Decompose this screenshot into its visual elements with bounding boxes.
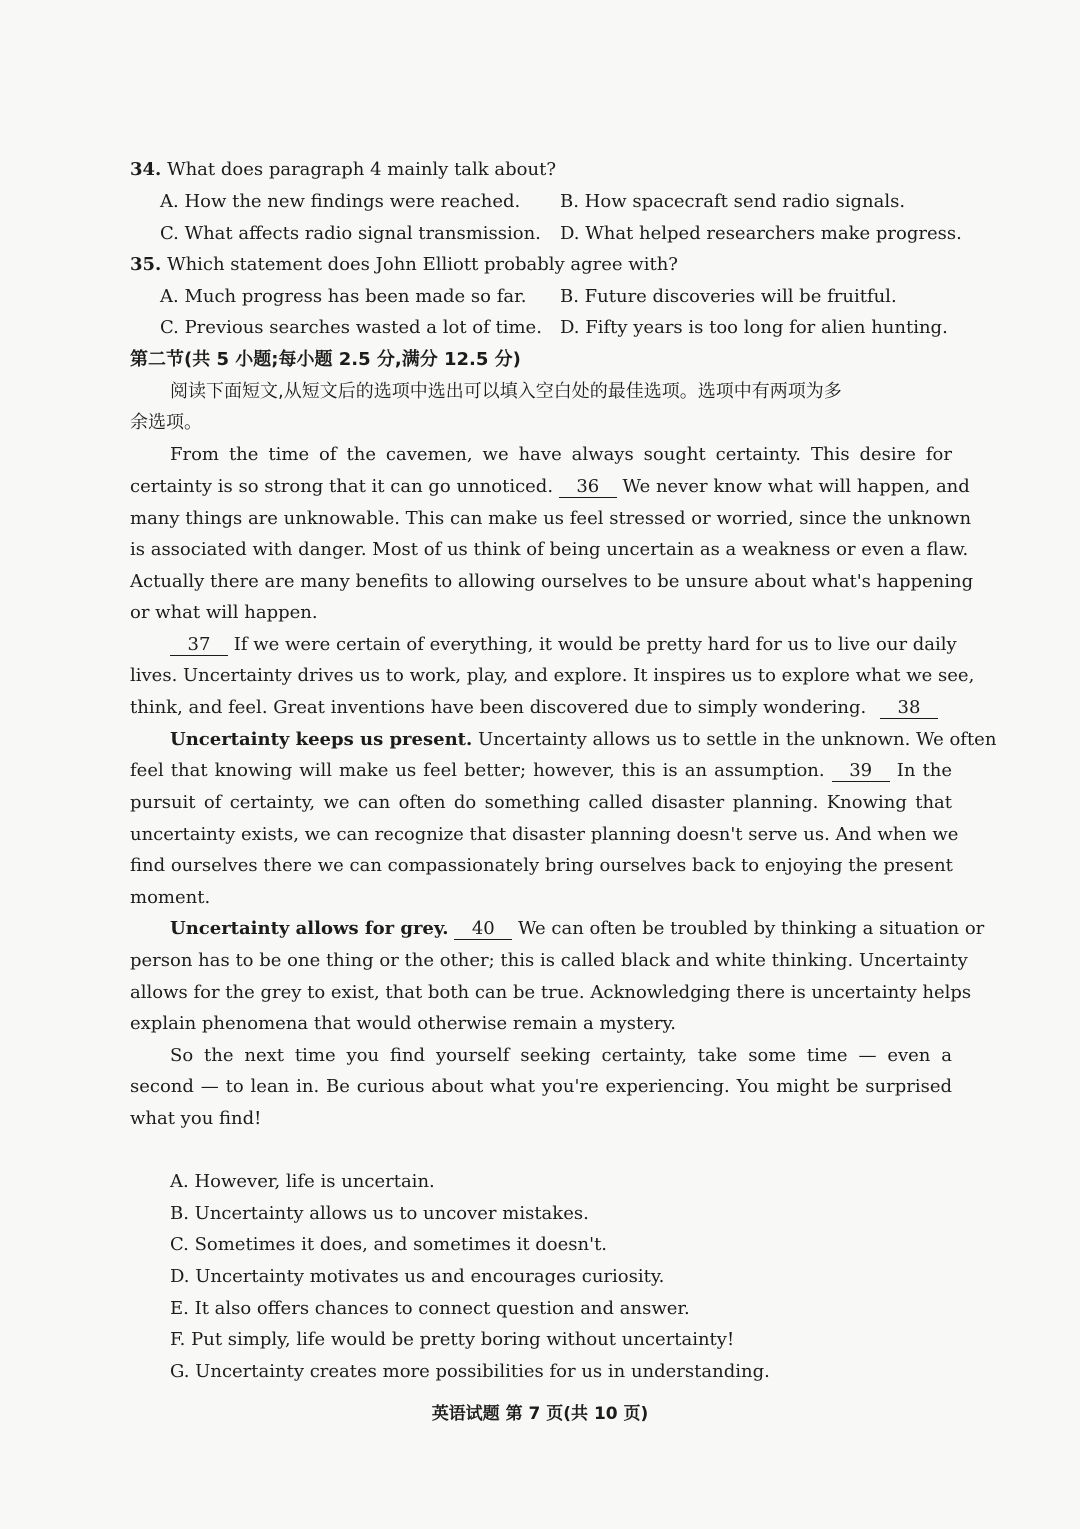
p1-text-a: certainty is so strong that it can go unnoticed.: [130, 476, 554, 497]
p1-line-4: is associated with danger. Most of us think of being uncertain as a weakness or even a flaw.: [130, 539, 969, 560]
p5-line-1: So the next time you find yourself seeking certainty, take some time — even a: [170, 1045, 952, 1066]
p2-line-1: [170, 633, 957, 657]
option-c: C. Sometimes it does, and sometimes it doesn't.: [170, 1234, 608, 1255]
q34-option-b: B. How spacecraft send radio signals.: [560, 191, 906, 212]
p1-line-6: or what will happen.: [130, 602, 318, 623]
p4-text: We can often be troubled by thinking a situation or: [518, 918, 985, 939]
p1-line-5: Actually there are many benefits to allowing ourselves to be unsure about what's happening: [130, 571, 974, 592]
blank-38: 38: [880, 698, 938, 719]
question-34-stem: [130, 158, 952, 182]
p4-line-1: [170, 917, 985, 941]
p2-line-3: [130, 696, 952, 720]
p3-line-3: pursuit of certainty, we can often do something called disaster planning. Knowing that: [130, 792, 952, 813]
blank-37: 37: [170, 635, 228, 656]
question-text: What does paragraph 4 mainly talk about?: [167, 159, 556, 180]
section-title: 第二节(共 5 小题;每小题 2.5 分,满分 12.5 分): [130, 349, 521, 370]
option-g: G. Uncertainty creates more possibilities for us in understanding.: [170, 1361, 770, 1382]
option-b: B. Uncertainty allows us to uncover mistakes.: [170, 1203, 589, 1224]
p3-line-6: moment.: [130, 887, 211, 908]
p3-line-5: find ourselves there we can compassionately bring ourselves back to enjoying the present: [130, 855, 953, 876]
blank-40: 40: [454, 919, 512, 940]
p5-line-3: what you find!: [130, 1108, 262, 1129]
p3-text: Uncertainty allows us to settle in the unknown. We often: [477, 729, 997, 750]
p1-line-1: From the time of the cavemen, we have always sought certainty. This desire for: [170, 444, 952, 465]
q34-option-c: C. What affects radio signal transmission.: [160, 223, 541, 244]
q35-option-d: D. Fifty years is too long for alien hunting.: [560, 317, 948, 338]
p3-line-2: [130, 759, 952, 783]
option-d: D. Uncertainty motivates us and encourages curiosity.: [170, 1266, 665, 1287]
p4-line-2: person has to be one thing or the other; this is called black and white thinking. Uncertainty: [130, 950, 968, 971]
p4-line-3: allows for the grey to exist, that both can be true. Acknowledging there is uncertainty helps: [130, 982, 972, 1003]
q35-option-c: C. Previous searches wasted a lot of time.: [160, 317, 542, 338]
instructions-line-2: 余选项。: [130, 412, 202, 433]
p2-text-end: think, and feel. Great inventions have been discovered due to simply wondering.: [130, 697, 867, 718]
p3-text-b: In the: [896, 760, 952, 781]
p2-text: If we were certain of everything, it would be pretty hard for us to live our daily: [233, 634, 957, 655]
option-e: E. It also offers chances to connect question and answer.: [170, 1298, 690, 1319]
option-f: F. Put simply, life would be pretty boring without uncertainty!: [170, 1329, 735, 1350]
p5-line-2: second — to lean in. Be curious about what you're experiencing. You might be surprised: [130, 1076, 952, 1097]
blank-36: 36: [559, 477, 617, 498]
question-35-stem: [130, 253, 952, 277]
p4-heading: Uncertainty allows for grey.: [170, 918, 449, 939]
p3-text-a: feel that knowing will make us feel better; however, this is an assumption.: [130, 760, 825, 781]
p4-line-4: explain phenomena that would otherwise remain a mystery.: [130, 1013, 676, 1034]
question-number: 34.: [130, 159, 162, 180]
q34-option-a: A. How the new findings were reached.: [160, 191, 521, 212]
p3-heading: Uncertainty keeps us present.: [170, 729, 473, 750]
instructions-line-1: 阅读下面短文,从短文后的选项中选出可以填入空白处的最佳选项。选项中有两项为多: [170, 381, 842, 402]
p1-text-b: We never know what will happen, and: [622, 476, 970, 497]
question-text: Which statement does John Elliott probably agree with?: [167, 254, 678, 275]
option-a: A. However, life is uncertain.: [170, 1171, 435, 1192]
q35-option-a: A. Much progress has been made so far.: [160, 286, 527, 307]
p1-line-3: many things are unknowable. This can make us feel stressed or worried, since the unknown: [130, 508, 972, 529]
p1-line-2: [130, 475, 970, 499]
q35-option-b: B. Future discoveries will be fruitful.: [560, 286, 897, 307]
blank-39: 39: [832, 761, 890, 782]
p3-line-1: [170, 728, 997, 752]
q34-option-d: D. What helped researchers make progress.: [560, 223, 962, 244]
p2-line-2: lives. Uncertainty drives us to work, play, and explore. It inspires us to explore what we see,: [130, 665, 975, 686]
p3-line-4: uncertainty exists, we can recognize that disaster planning doesn't serve us. And when we: [130, 824, 959, 845]
page-footer: 英语试题 第 7 页(共 10 页): [431, 1404, 649, 1424]
question-number: 35.: [130, 254, 162, 275]
